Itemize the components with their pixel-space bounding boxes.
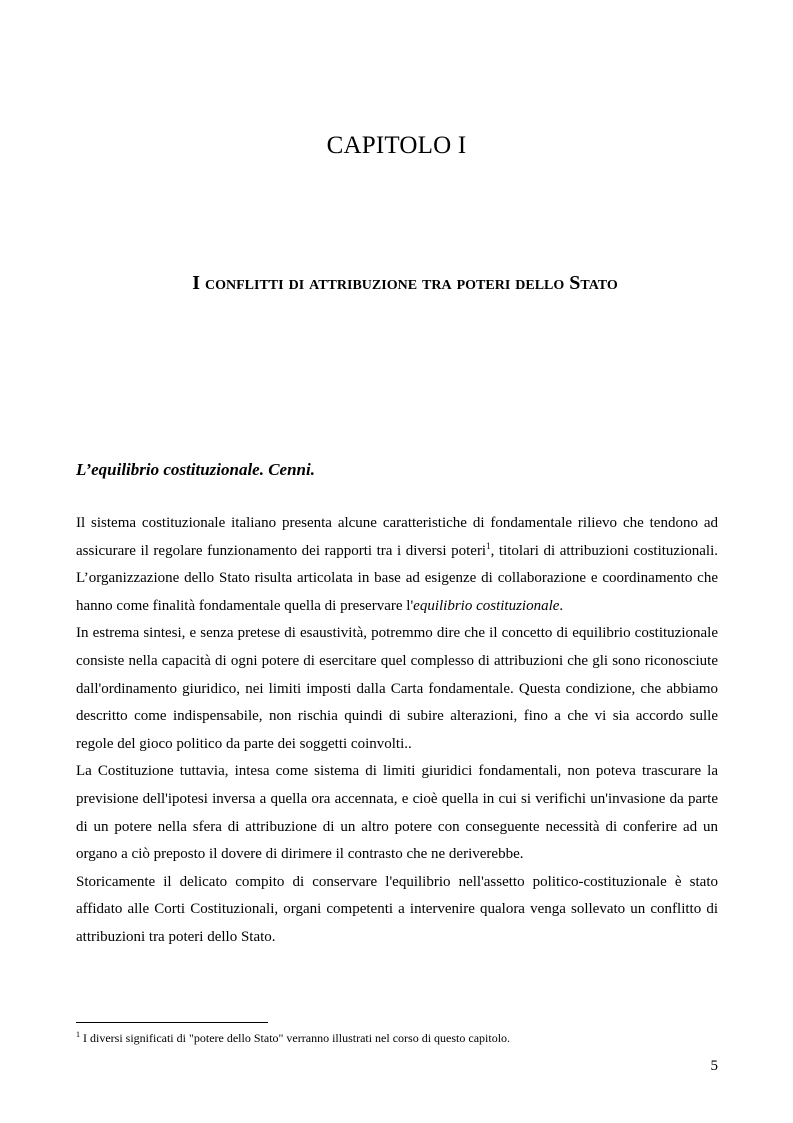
footnote-text: I diversi significati di "potere dello Stato" verranno illustrati nel corso di questo capitolo. (80, 1031, 511, 1045)
chapter-title: CAPITOLO I (326, 132, 467, 159)
footnote-marker: 1 (76, 1030, 80, 1039)
paragraph-1 (76, 510, 718, 620)
paragraph-3: La Costituzione tuttavia, intesa come sistema di limiti giuridici fondamentali, non poteva trascurare la previsione dell'ipotesi inversa a quella ora accennata, e cioè quella in cui si verifichi un'invasione da parte di un potere nella sfera di attribuzione di un altro potere con conseguente necessità di conferire ad un organo a ciò preposto il dovere di dirimere il contrasto che ne deriverebbe. (76, 763, 718, 863)
paragraph-1-part-2: , titolari di attribuzioni costituzionali. L’organizzazione dello Stato risulta articolata in base ad esigenze di collaborazione e coordinamento che hanno come finalità fondamentale quella di preservare l' (76, 542, 718, 614)
body-text (76, 510, 718, 952)
footnote (76, 1030, 718, 1046)
paragraph-4: Storicamente il delicato compito di conservare l'equilibrio nell'assetto politico-costituzionale è stato affidato alle Corti Costituzionali, organi competenti a intervenire qualora venga sollevato un conflitto di attribuzioni tra poteri dello Stato. (76, 873, 718, 945)
footnote-divider (76, 1022, 268, 1023)
section-heading: L’equilibrio costituzionale. Cenni. (76, 460, 315, 479)
paragraph-2: In estrema sintesi, e senza pretese di esaustività, potremmo dire che il concetto di equilibrio costituzionale consiste nella capacità di ogni potere di esercitare quel complesso di attribuzioni che gli sono riconosciute dall'ordinamento giuridico, nei limiti imposti dalla Carta fondamentale. Questa condizione, che abbiamo descritto come indispensabile, non rischia quindi di subire alterazioni, fino a che vi sia accordo sulle regole del gioco politico da parte dei soggetti coinvolti.. (76, 625, 718, 752)
chapter-subtitle: I conflitti di attribuzione tra poteri dello Stato (192, 272, 618, 294)
paragraph-1-part-1: Il sistema costituzionale italiano presenta alcune caratteristiche di fondamentale rilievo che tendono ad assicurare il regolare funzionamento dei rapporti tra i diversi poteri (76, 515, 718, 559)
page-number: 5 (710, 1058, 718, 1074)
paragraph-1-emphasis: equilibrio costituzionale (413, 597, 560, 614)
footnote-reference[interactable]: 1 (486, 540, 491, 551)
paragraph-1-part-3: . (559, 597, 564, 614)
